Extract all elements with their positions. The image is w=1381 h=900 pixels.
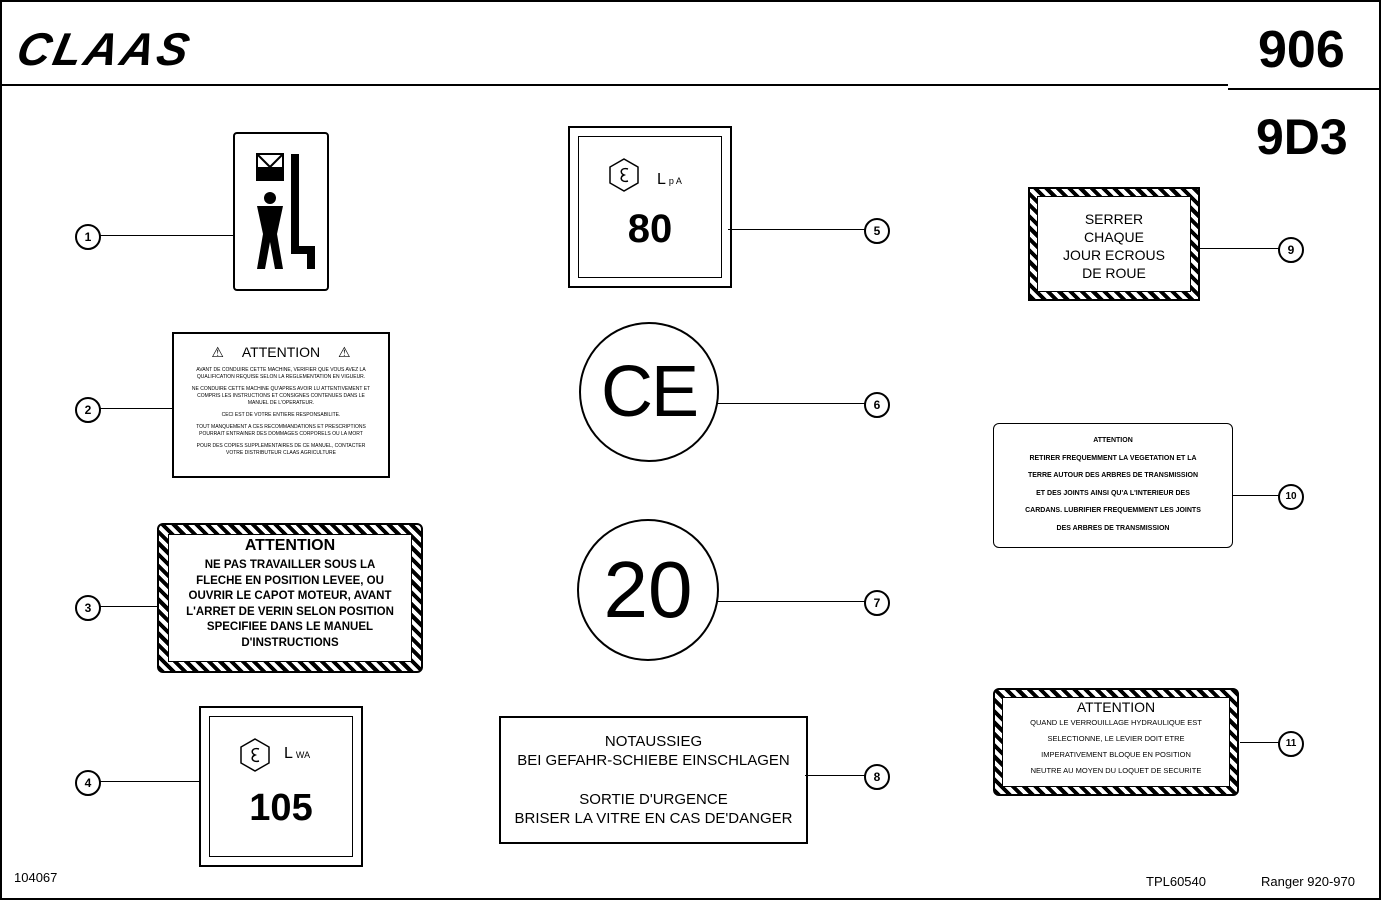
label-8-line-fr: SORTIE D'URGENCE [579,791,728,808]
brand-logo: CLAAS [12,23,197,75]
callout-7: 7 [864,590,890,616]
callout-3: 3 [75,595,101,621]
label-10-title: ATTENTION [1093,437,1133,444]
label-11-line: NEUTRE AU MOYEN DU LOQUET DE SECURITE [1030,766,1202,775]
label-7-speed-limit [577,519,719,661]
label-3-line: FLECHE EN POSITION LEVEE, OU [196,574,384,587]
label-3-boom-warning [157,523,423,673]
label-1-pictogram [233,132,329,291]
label-2-line: AVANT DE CONDUIRE CETTE MACHINE, VERIFIER QUE VOUS AVEZ LA [196,367,366,373]
page-number: 906 [1258,21,1345,79]
leader-line-3 [99,606,159,607]
label-2-title: ATTENTION [241,344,321,360]
label-4-symbol: L [284,745,293,762]
label-11-title: ATTENTION [1076,699,1156,715]
label-10-line: DES ARBRES DE TRANSMISSION [1056,524,1170,532]
label-2-line: VOTRE DISTRIBUTEUR CLAAS AGRICULTURE [226,450,336,456]
header-divider [0,84,1228,86]
callout-1: 1 [75,224,101,250]
label-2-operator-warning [172,332,390,478]
label-3-line: L'ARRET DE VERIN SELON POSITION [186,605,394,618]
label-8-line-de: BEI GEFAHR-SCHIEBE EINSCHLAGEN [517,752,790,769]
label-2-line: POUR DES COPIES SUPPLEMENTAIRES DE CE MANUEL, CONTACTER [196,443,366,449]
label-10-line: CARDANS. LUBRIFIER FREQUEMMENT LES JOINTS [1025,507,1201,514]
sound-hexagon-icon [607,157,641,193]
ce-mark-text: CE [600,352,698,432]
document-id: 104067 [14,870,58,885]
label-2-line: POURRAIT ENTRAINER DES DOMMAGES CORPORELS OU LA MORT [199,431,363,437]
crush-hazard-icon [235,134,327,289]
label-4-subscript: WA [295,750,311,760]
label-5-value: 80 [627,207,673,251]
label-8-line-de: NOTAUSSIEG [604,733,703,750]
label-10-line: RETIRER FREQUEMMENT LA VEGETATION ET LA [1029,454,1197,462]
label-10-line: ET DES JOINTS AINSI QU'A L'INTERIEUR DES [1036,489,1190,497]
label-2-line: QUALIFICATION REQUISE SELON LA REGLEMENTATION EN VIGUEUR. [196,374,366,380]
label-9-line: JOUR ECROUS [1063,247,1165,263]
label-2-line: NE CONDUIRE CETTE MACHINE QU'APRES AVOIR LU ATTENTIVEMENT ET [191,386,371,392]
warning-triangle-icon: ⚠ [338,344,351,360]
label-11-line: IMPERATIVEMENT BLOQUE EN POSITION [1041,750,1191,759]
callout-6: 6 [864,392,890,418]
leader-line-11 [1240,742,1280,743]
label-9-line: CHAQUE [1084,229,1144,245]
label-3-line: NE PAS TRAVAILLER SOUS LA [204,559,376,571]
label-8-line-fr: BRISER LA VITRE EN CAS DE'DANGER [514,810,793,827]
label-4-value: 105 [249,787,313,829]
leader-line-10 [1232,495,1280,496]
label-8-emergency-exit [499,716,808,844]
label-5-sound-pressure [568,126,732,288]
leader-line-9 [1200,248,1280,249]
label-4-sound-power [199,706,363,867]
label-3-line: SPECIFIEE DANS LE MANUEL [206,621,374,633]
template-reference: TPL60540 [1146,874,1206,889]
callout-9: 9 [1278,237,1304,263]
leader-line-1 [99,235,235,236]
label-3-line: D'INSTRUCTIONS [241,636,339,649]
label-6-ce-mark [579,322,719,462]
section-code: 9D3 [1256,109,1348,165]
label-2-line: MANUEL DE L'OPERATEUR. [247,400,315,406]
label-9-wheel-nuts [1028,187,1200,301]
label-11-hydraulic-lock [993,688,1239,796]
label-2-line: TOUT MANQUEMENT A CES RECOMMANDATIONS ET PRESCRIPTIONS [196,424,366,430]
label-2-line: CECI EST DE VOTRE ENTIERE RESPONSABILITE. [221,412,341,418]
leader-line-8 [805,775,866,776]
sound-hexagon-icon [238,737,272,773]
label-10-transmission-warning [993,423,1233,548]
callout-2: 2 [75,397,101,423]
label-3-line: OUVRIR LE CAPOT MOTEUR, AVANT [188,590,392,602]
callout-5: 5 [864,218,890,244]
leader-line-4 [99,781,200,782]
leader-line-5 [728,229,866,230]
label-10-line: TERRE AUTOUR DES ARBRES DE TRANSMISSION [1027,472,1199,479]
label-7-value: 20 [603,545,693,634]
label-9-line: SERRER [1084,211,1144,227]
label-11-line: SELECTIONNE, LE LEVIER DOIT ETRE [1047,734,1185,743]
label-11-line: QUAND LE VERROUILLAGE HYDRAULIQUE EST [1030,718,1202,727]
label-5-subscript: p A [668,176,682,186]
leader-line-2 [99,408,173,409]
callout-8: 8 [864,764,890,790]
callout-11: 11 [1278,731,1304,757]
label-9-line: DE ROUE [1082,265,1146,281]
leader-line-6 [716,403,866,404]
label-5-symbol: L [657,171,666,188]
callout-4: 4 [75,770,101,796]
warning-triangle-icon: ⚠ [211,344,224,360]
label-2-line: COMPRIS LES INSTRUCTIONS ET CONSIGNES CONTENUES DANS LE [197,393,365,399]
leader-line-7 [716,601,866,602]
callout-10: 10 [1278,484,1304,510]
model-range: Ranger 920-970 [1261,874,1355,889]
page-number-divider [1228,88,1379,90]
label-3-title: ATTENTION [244,537,336,554]
